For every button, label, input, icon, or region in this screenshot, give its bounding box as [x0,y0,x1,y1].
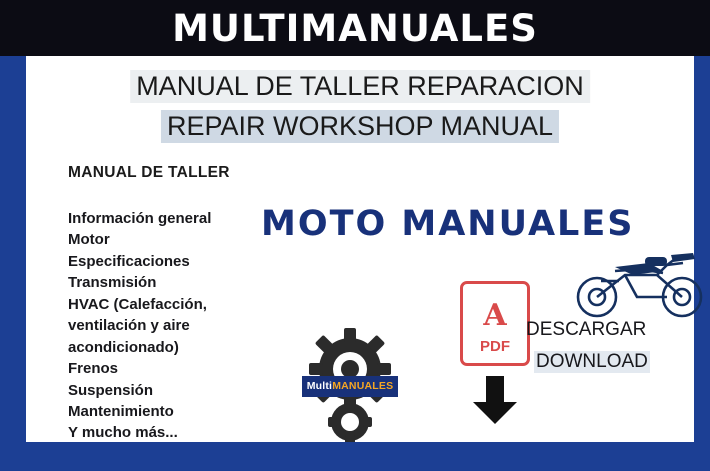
list-item: Información general [68,210,212,227]
moto-manuales-title: MOTO MANUALES [261,204,635,244]
list-item: Y mucho más... [68,424,178,442]
logo-suffix: MANUALES [332,380,394,392]
heading-english: REPAIR WORKSHOP MANUAL [161,110,559,143]
heading-spanish: MANUAL DE TALLER REPARACION [130,70,590,103]
download-label-spanish[interactable]: DESCARGAR [526,319,647,340]
download-arrow-icon[interactable] [469,374,521,426]
logo-prefix: Multi [306,380,333,392]
list-item: Transmisión [68,274,157,292]
section-subheading: MANUAL DE TALLER [68,164,230,181]
list-item: Frenos [68,360,119,378]
contents-list [68,208,283,444]
list-item: HVAC (Calefacción, ventilación y aire acondicionado) [68,295,207,356]
bottom-blue-border [0,442,710,471]
list-item: Motor [68,231,110,249]
arrow-down-icon [469,374,521,426]
logo-wordmark [302,376,398,397]
multimanuales-logo [291,324,409,442]
motorcycle-illustration [571,241,710,321]
motorcycle-icon [571,241,710,321]
download-label-english[interactable]: DOWNLOAD [536,351,648,372]
list-item: Suspensión [68,381,154,399]
pdf-icon[interactable] [460,281,530,366]
content-sheet [26,56,694,442]
top-banner [0,0,710,56]
pdf-glyph: A [483,298,507,333]
list-item: Mantenimiento [68,402,174,420]
banner-title: MULTIMANUALES [172,6,538,50]
pdf-label: PDF [480,338,510,355]
list-item: Especificaciones [68,252,190,270]
left-blue-border [0,56,26,471]
